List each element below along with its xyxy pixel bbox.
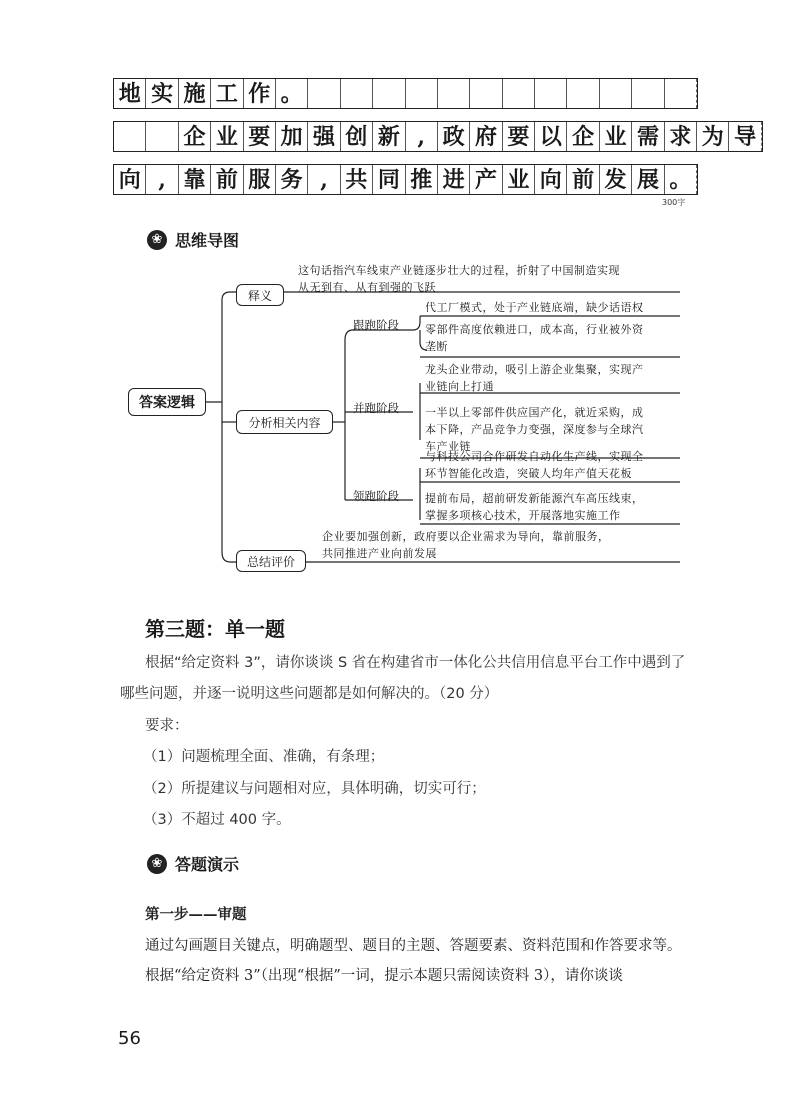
grid-cell: 创	[341, 122, 373, 151]
stage-label-lead: 领跑阶段	[353, 489, 399, 503]
grid-cell: 需	[632, 122, 664, 151]
grid-cell: 服	[244, 165, 276, 194]
stage-item	[425, 490, 644, 524]
mindmap-title: 思维导图	[175, 231, 240, 250]
node-meaning: 释义	[236, 284, 284, 306]
grid-cell: 向	[114, 165, 146, 194]
demo-title: 答题演示	[175, 855, 240, 874]
step-line-2: 根据“给定资料 3”（出现“根据”一词，提示本题只需阅读资料 3），请你谈谈	[145, 968, 623, 984]
grid-cell: 共	[341, 165, 373, 194]
requirement-3: （3）不超过 400 字。	[143, 812, 291, 828]
requirement-1: （1）问题梳理全面、准确，有条理；	[143, 749, 385, 765]
node-analysis: 分析相关内容	[236, 410, 333, 434]
requirement-2: （2）所提建议与问题相对应，具体明确，切实可行；	[143, 781, 486, 797]
stage-item-line: 车产业链	[425, 440, 471, 453]
grid-cell: 向	[535, 165, 567, 194]
grid-cell: 业	[211, 122, 243, 151]
grid-cell: 展	[632, 165, 664, 194]
grid-cell: 企	[179, 122, 211, 151]
stage-item	[425, 299, 644, 316]
grid-cell: 工	[211, 79, 243, 108]
grid-cell: 企	[567, 122, 599, 151]
stage-label-parallel: 并跑阶段	[353, 401, 399, 415]
stage-item-line: 龙头企业带动，吸引上游企业集聚，实现产	[425, 363, 644, 376]
stage-item	[425, 448, 644, 482]
question-line-2: 哪些问题，并逐一说明这些问题都是如何解决的。（20 分）	[120, 686, 499, 702]
grid-cell: 要	[244, 122, 276, 151]
grid-cell: 府	[470, 122, 502, 151]
grid-cell: 作	[244, 79, 276, 108]
mindmap-root: 答案逻辑	[128, 388, 206, 416]
stage-item-line: 环节智能化改造，突破人均年产值天花板	[425, 467, 632, 480]
stage-item	[425, 321, 644, 355]
stage-item-line: 垄断	[425, 340, 448, 353]
grid-cell: 进	[438, 165, 470, 194]
step-title: 第一步——审题	[145, 906, 247, 923]
grid-cell: 要	[503, 122, 535, 151]
meaning-line: 从无到有、从有到强的飞跃	[298, 281, 436, 294]
grid-cell: 导	[729, 122, 761, 151]
summary-line: 共同推进产业向前发展	[322, 547, 437, 560]
stage-item-line: 一半以上零部件供应国产化，就近采购，成	[425, 406, 644, 419]
grid-cell: ,	[308, 165, 340, 194]
grid-cell: 前	[567, 165, 599, 194]
grid-cell: 靠	[179, 165, 211, 194]
node-summary: 总结评价	[236, 550, 306, 572]
grid-cell: 推	[406, 165, 438, 194]
grid-cell: 发	[600, 165, 632, 194]
stage-item-line: 提前布局，超前研发新能源汽车高压线束，	[425, 492, 644, 505]
flower-icon: ❀	[147, 854, 167, 874]
stage-label-follow: 跟跑阶段	[353, 318, 399, 332]
meaning-text	[298, 262, 620, 296]
grid-cell: 为	[697, 122, 729, 151]
grid-cell: 。	[276, 79, 308, 108]
requirements-label: 要求：	[145, 718, 189, 734]
stage-item-line: 本下降，产品竞争力变强，深度参与全球汽	[425, 423, 644, 436]
grid-cell: 政	[438, 122, 470, 151]
grid-cell: 实	[146, 79, 178, 108]
stage-item-line: 掌握多项核心技术，开展落地实施工作	[425, 509, 621, 522]
grid-cell: 新	[373, 122, 405, 151]
step-line-1: 通过勾画题目关键点，明确题型、题目的主题、答题要素、资料范围和作答要求等。	[145, 938, 682, 954]
grid-cell: 业	[600, 122, 632, 151]
page-number: 56	[118, 1028, 141, 1049]
stage-item-line: 零部件高度依赖进口，成本高，行业被外资	[425, 323, 644, 336]
grid-cell: ,	[146, 165, 178, 194]
grid-cell: ,	[406, 122, 438, 151]
meaning-line: 这句话指汽车线束产业链逐步壮大的过程，折射了中国制造实现	[298, 264, 620, 277]
question-line-1: 根据“给定资料 3”，请你谈谈 S 省在构建省市一体化公共信用信息平台工作中遇到了	[145, 655, 686, 671]
flower-icon: ❀	[147, 230, 167, 250]
grid-cell: 产	[470, 165, 502, 194]
word-count-label: 300字	[662, 198, 686, 207]
grid-cell: 强	[308, 122, 340, 151]
grid-cell: 地	[114, 79, 146, 108]
grid-cell: 业	[503, 165, 535, 194]
grid-cell: 同	[373, 165, 405, 194]
grid-cell: 务	[276, 165, 308, 194]
grid-cell: 施	[179, 79, 211, 108]
stage-item	[425, 361, 644, 395]
stage-item-line: 业链向上打通	[425, 380, 494, 393]
stage-item-line: 与科技公司合作研发自动化生产线，实现全	[425, 450, 644, 463]
grid-cell: 求	[665, 122, 697, 151]
grid-cell: 加	[276, 122, 308, 151]
grid-cell: 以	[535, 122, 567, 151]
summary-text	[322, 528, 610, 562]
stage-item-line: 代工厂模式，处于产业链底端，缺少话语权	[425, 301, 644, 314]
grid-cell: 前	[211, 165, 243, 194]
grid-cell: 。	[665, 165, 697, 194]
summary-line: 企业要加强创新，政府要以企业需求为导向，靠前服务，	[322, 530, 610, 543]
question-title: 第三题：单一题	[145, 617, 285, 641]
demo-header	[147, 852, 239, 875]
